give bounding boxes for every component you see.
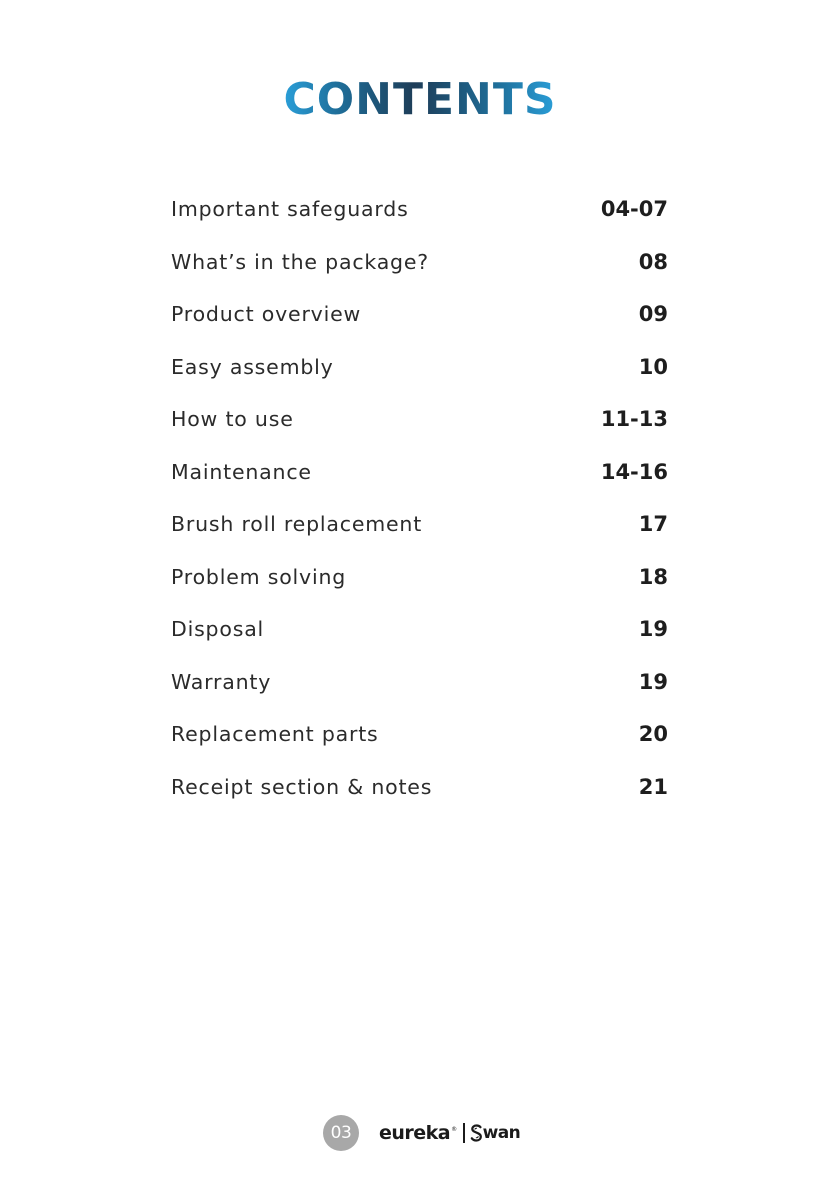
brand-logo xyxy=(379,1122,520,1144)
page-title: CONTENTS xyxy=(283,74,557,125)
toc-item[interactable] xyxy=(171,551,668,604)
toc-item-label: What’s in the package? xyxy=(171,249,429,274)
toc-item-label: Disposal xyxy=(171,617,265,641)
title-container xyxy=(0,74,840,125)
toc-item-page: 10 xyxy=(638,354,668,379)
toc-item[interactable] xyxy=(171,236,668,289)
brand-eureka-wordmark: eureka xyxy=(379,1122,451,1144)
brand-swan-wordmark: wan xyxy=(482,1123,521,1143)
toc-item-page: 21 xyxy=(638,774,668,799)
toc-item-label: Receipt section & notes xyxy=(171,774,433,799)
page-footer xyxy=(323,1115,520,1151)
table-of-contents xyxy=(171,183,668,813)
toc-item-page: 19 xyxy=(638,617,668,641)
toc-item-page: 08 xyxy=(638,249,668,274)
toc-item[interactable] xyxy=(171,708,668,761)
toc-item-page: 04-07 xyxy=(600,197,668,221)
toc-item-page: 09 xyxy=(638,302,668,326)
toc-item-label: Important safeguards xyxy=(171,197,409,221)
toc-item-page: 11-13 xyxy=(600,407,668,431)
toc-item[interactable] xyxy=(171,656,668,709)
toc-item[interactable] xyxy=(171,498,668,551)
trademark-mark: ® xyxy=(451,1125,458,1133)
toc-item-label: Warranty xyxy=(171,669,272,694)
brand-divider xyxy=(463,1123,465,1143)
toc-item-page: 20 xyxy=(638,722,668,746)
toc-item[interactable] xyxy=(171,288,668,341)
page-number-badge: 03 xyxy=(323,1115,359,1151)
toc-item-label: Brush roll replacement xyxy=(171,512,423,536)
toc-item-label: Problem solving xyxy=(171,564,347,589)
toc-item[interactable] xyxy=(171,446,668,499)
toc-item-label: Product overview xyxy=(171,302,362,326)
toc-item-label: Replacement parts xyxy=(171,722,379,746)
toc-item-page: 17 xyxy=(638,512,668,536)
toc-item-label: How to use xyxy=(171,407,294,431)
toc-item[interactable] xyxy=(171,761,668,814)
toc-item[interactable] xyxy=(171,183,668,236)
toc-item[interactable] xyxy=(171,603,668,656)
toc-item-page: 18 xyxy=(638,564,668,589)
swan-s-logo-icon xyxy=(470,1124,483,1142)
toc-item[interactable] xyxy=(171,341,668,394)
toc-item-label: Easy assembly xyxy=(171,354,334,379)
toc-item-page: 19 xyxy=(638,669,668,694)
toc-item[interactable] xyxy=(171,393,668,446)
toc-item-page: 14-16 xyxy=(600,459,668,484)
toc-item-label: Maintenance xyxy=(171,459,312,484)
